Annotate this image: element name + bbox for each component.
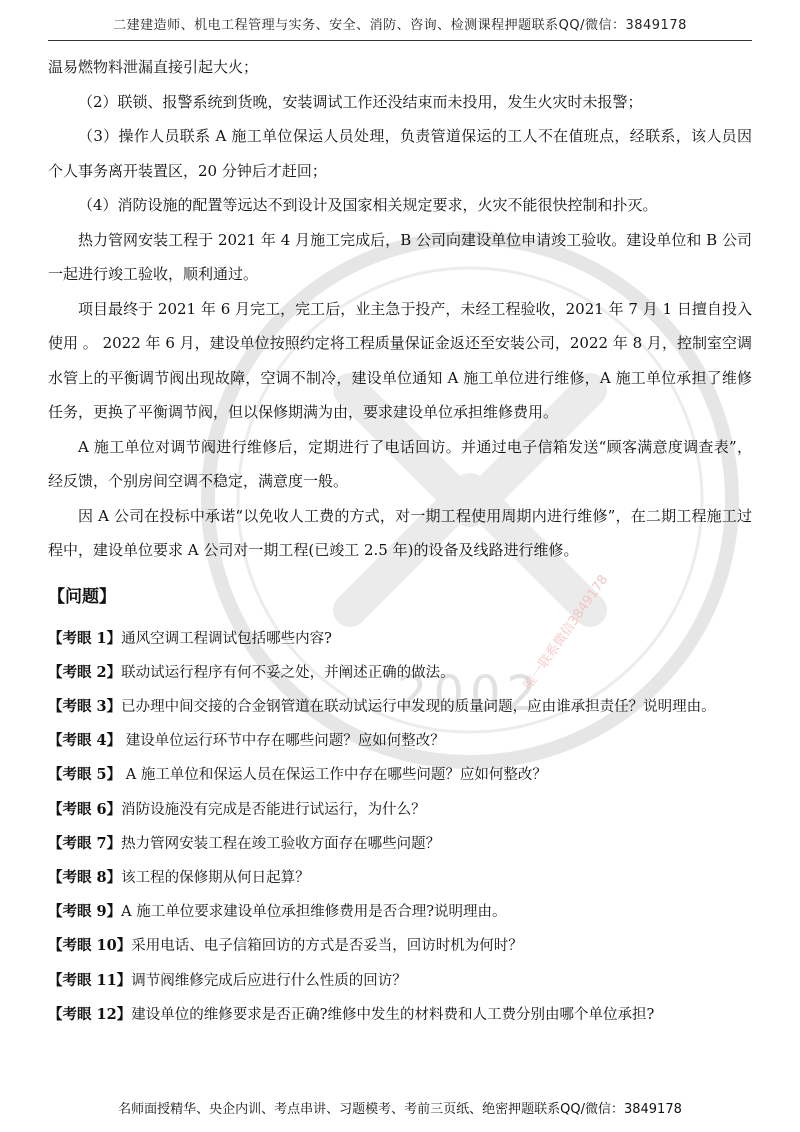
document-body [48,50,752,1032]
question-tag: 【考眼 3】 [48,697,122,715]
question-text: 调节阀维修完成后应进行什么性质的回访？ [131,972,407,989]
page-header: 二建建造师、机电工程管理与实务、安全、消防、咨询、检测课程押题联系QQ/微信：3849178 [113,18,687,33]
question-item [48,998,752,1032]
question-text: 该工程的保修期从何日起算？ [121,869,310,886]
question-tag: 【考眼 2】 [48,663,122,681]
paragraph-6: 项目最终于 2021 年 6 月完工，完工后，业主急于投产，未经工程验收，2021 年 7 月 1 日擅自投入使用 。 2022 年 6 月，建设单位按照约定将工程质量保证金返还至安装公司，2022 年 8 月，控制室空调水管上的平衡调节阀出现故障，空调不制冷，建设单位通知 A 施工单位进行维修，A 施工单位承担了维修任务，更换了平衡调节阀，但以保修期满为由，要求建设单位承担维修费用。 [48,299,752,421]
question-text: 建设单位运行环节中存在哪些问题？应如何整改？ [121,733,445,750]
question-tag: 【考眼 1】 [48,629,122,647]
paragraph-2: （2）联锁、报警系统到货晚，安装调试工作还没结束而未投用，发生火灾时未报警； [78,92,643,111]
watermark-year: 2002 [396,666,544,722]
question-text: A 施工单位要求建设单位承担维修费用是否合理?说明理由。 [121,904,507,921]
question-text: 联动试运行程序有何不妥之处，并阐述正确的做法。 [121,664,455,681]
question-tag: 【考眼 7】 [48,834,122,852]
question-tag: 【考眼 4】 [48,732,122,750]
paragraph-1: 温易燃物料泄漏直接引起大火； [48,58,259,76]
question-item [48,861,752,895]
paragraph-4: （4）消防设施的配置等远达不到设计及国家相关规定要求，火灾不能很快控制和扑灭。 [78,196,658,214]
question-item [48,656,752,690]
question-item [48,622,752,656]
question-tag: 【考眼 11】 [48,971,132,989]
question-item [48,724,752,758]
paragraph-7: A 施工单位对调节阀进行维修后，定期进行了电话回访。并通过电子信箱发送“顾客满意度调查表”，经反馈，个别房间空调不稳定，满意度一般。 [48,437,752,490]
page-footer: 名师面授精华、央企内训、考点串讲、习题模考、考前三页纸、绝密押题联系QQ/微信：3849178 [118,1102,682,1117]
question-item [48,793,752,827]
header-divider [48,40,752,41]
question-text: 采用电话、电子信箱回访的方式是否妥当，回访时机为何时？ [131,938,523,955]
question-text: A 施工单位和保运人员在保运工作中存在哪些问题？应如何整改？ [121,767,547,784]
question-tag: 【考眼 5】 [48,766,122,784]
paragraph-8: 因 A 公司在投标中承诺“以免收人工费的方式，对一期工程使用周期内进行维修”，在二期工程施工过程中，建设单位要求 A 公司对一期工程(已竣工 2.5 年)的设备及线路进行维修。 [48,506,752,559]
paragraph-3: （3）操作人员联系 A 施工单位保运人员处理，负责管道保运的工人不在值班点，经联系，该人员因个人事务离开装置区，20 分钟后才赶回； [48,127,752,180]
section-title: 【问题】 [48,586,116,607]
question-tag: 【考眼 10】 [48,937,132,955]
question-item [48,827,752,861]
question-text: 已办理中间交接的合金钢管道在联动试运行中发现的质量问题，应由谁承担责任？说明理由。 [121,698,716,715]
question-item [48,758,752,792]
question-text: 消防设施没有完成是否能进行试运行，为什么？ [121,801,426,818]
question-text: 通风空调工程调试包括哪些内容? [121,630,332,647]
question-tag: 【考眼 12】 [48,1005,132,1023]
question-item [48,895,752,929]
question-tag: 【考眼 8】 [48,868,122,886]
question-item [48,690,752,724]
watermark-contact: 唯一联系微信3849178 [520,572,612,693]
question-list [48,622,752,1032]
question-tag: 【考眼 9】 [48,903,122,921]
question-text: 热力管网安装工程在竣工验收方面存在哪些问题？ [121,835,441,852]
question-item [48,964,752,998]
question-tag: 【考眼 6】 [48,800,122,818]
question-item [48,929,752,963]
paragraph-5: 热力管网安装工程于 2021 年 4 月施工完成后，B 公司向建设单位申请竣工验收。建设单位和 B 公司一起进行竣工验收，顺利通过。 [48,230,752,283]
question-text: 建设单位的维修要求是否正确?维修中发生的材料费和人工费分别由哪个单位承担? [131,1006,655,1023]
